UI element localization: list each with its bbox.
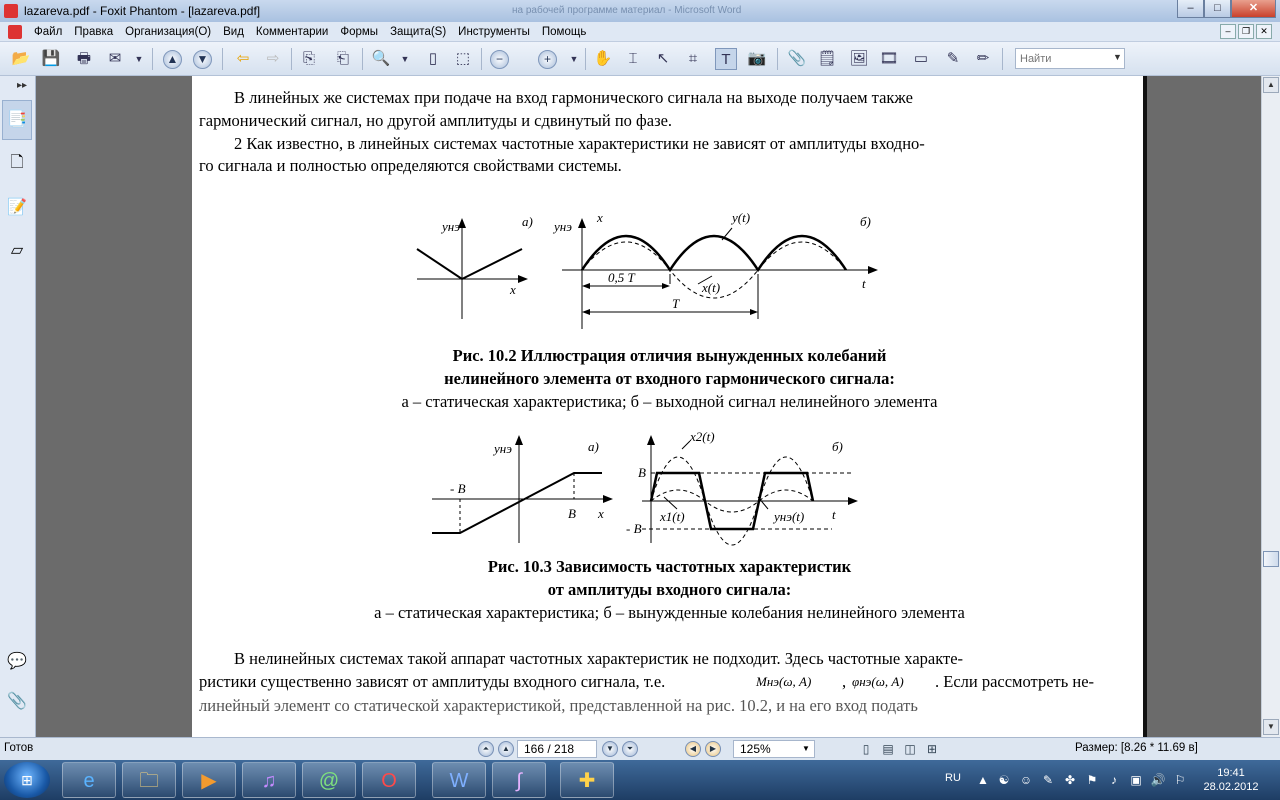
fig1-x-t-label: x(t) [702,280,721,295]
fig2-part-a-label: а) [588,439,599,454]
toolbar-separator [222,48,223,70]
hand-tool-icon[interactable]: ✋ [593,50,613,67]
menu-organize[interactable]: Организация(O) [125,25,212,38]
fig1-period-label: T [672,296,680,311]
status-bar [0,737,1280,760]
paragraph-line: . Если рассмотреть не- [935,672,1095,691]
icq-icon[interactable]: @ [302,762,356,798]
menu-view[interactable]: Вид [223,25,244,38]
windows-logo-icon: ⊞ [21,772,33,788]
menu-protect[interactable]: Защита(S) [390,25,447,38]
figure-10-3 [432,421,902,551]
fit-page-icon[interactable]: ▯ [428,50,438,67]
document-viewport[interactable] [37,76,1261,737]
tray-monitor-icon[interactable]: ▣ [1130,773,1142,787]
history-back-icon[interactable]: ◀ [685,741,701,757]
zoom-plus-icon[interactable]: + [538,50,557,69]
document-window-controls [1220,24,1272,39]
opera-icon[interactable]: O [362,762,416,798]
fig2-b-level-label: B [638,465,646,480]
fig1-part-b-label: б) [860,214,871,229]
fig1-caption-title: Рис. 10.2 Иллюстрация отличия вынужденных колебаний [452,346,887,365]
fig2-caption-title-2: от амплитуды входного сигнала: [547,580,792,599]
window-controls [1177,0,1276,18]
scroll-down-button[interactable]: ▼ [1263,719,1279,735]
word-icon[interactable]: W [432,762,486,798]
fig1-caption-title-2: нелинейного элемента от входного гармонического сигнала: [444,369,895,388]
paragraph-line-cut: линейный элемент со статической характеристикой, представленной на рис. 10.2, и на его вход подать [199,696,918,715]
image-icon[interactable]: 🖼 [849,50,869,67]
last-page-icon[interactable]: ⏷ [622,741,638,757]
find-input[interactable] [1015,48,1125,69]
first-page-icon[interactable]: ⏶ [478,741,494,757]
fit-width-icon[interactable]: ⬚ [455,50,471,67]
layers-icon[interactable]: ▱ [10,242,24,259]
find-dropdown-icon[interactable]: ▼ [1113,52,1122,62]
select-arrow-icon[interactable]: ↖ [656,50,670,67]
fig1-t-axis-label: t [862,276,866,291]
fig2-x-axis-label: x [598,506,604,521]
page-size-text: Размер: [8.26 * 11.69 в] [1075,742,1198,754]
signatures-icon[interactable]: 📝 [7,199,27,216]
attachments-panel-icon[interactable]: 📎 [7,693,27,710]
menu-edit[interactable]: Правка [74,25,114,38]
fig2-part-b-label: б) [832,439,843,454]
scroll-up-button[interactable]: ▲ [1263,77,1279,93]
menu-bar [0,22,1280,42]
system-clock[interactable] [1196,766,1266,794]
email-dropdown-icon[interactable]: ▼ [134,54,144,64]
back-arrow-icon[interactable]: ⇦ [236,50,250,67]
minimize-button[interactable]: – [1177,0,1204,18]
fig1-y-axis-label: yнэ [442,219,460,234]
tray-app-icon[interactable]: ☯ [998,773,1010,787]
tray-leaf-icon[interactable]: ✤ [1064,773,1076,787]
fig1-b-y-axis-label: yнэ [554,219,572,234]
doc-close-button[interactable]: ✕ [1256,24,1272,39]
text-tool-icon[interactable]: T [715,48,737,70]
clock-date: 28.02.2012 [1203,781,1259,793]
formula-phi-nz: φнэ(ω, A) [852,674,904,689]
menu-forms[interactable]: Формы [340,25,379,38]
menu-tools[interactable]: Инструменты [458,25,530,38]
history-forward-icon[interactable]: ▶ [705,741,721,757]
toolbar-separator [777,48,778,70]
fig2-caption-title: Рис. 10.3 Зависимость частотных характеристик [487,557,852,576]
explorer-icon[interactable]: 🗀 [122,762,176,798]
continuous-facing-icon[interactable]: ⊞ [926,742,938,756]
menu-help[interactable]: Помощь [541,25,587,38]
paragraph-line: го сигнала и полностью определяются свойствами системы. [199,156,622,175]
toolbar-separator [362,48,363,70]
fig1-part-a-label: а) [522,214,533,229]
zoom-level-dropdown-icon[interactable]: ▼ [802,744,810,753]
zoom-options-dropdown-icon[interactable]: ▼ [569,54,579,64]
clock-time: 19:41 [1217,767,1245,779]
fig2-minus-b-label: - B [450,481,466,496]
fig1-caption-legend: а – статическая характеристика; б – выходной сигнал нелинейного элемента [401,392,938,411]
pages-icon[interactable]: 🗋 [10,154,24,171]
toolbar-separator [1002,48,1003,70]
copy-page-icon[interactable]: ⎘ [302,50,315,67]
document-menu-icon[interactable] [8,25,22,39]
toolbar-separator [152,48,153,70]
page-number-input[interactable]: 166 / 218 [517,740,597,758]
fig2-b-label: B [568,506,576,521]
menu-file[interactable]: Файл [34,25,63,38]
doc-minimize-button[interactable]: – [1220,24,1236,39]
toolbar-separator [291,48,292,70]
fig1-half-period-label: 0,5 T [608,270,635,285]
fig2-y-axis-label: yнэ [494,441,512,456]
tray-speaker-icon[interactable]: ♪ [1111,773,1117,787]
phantom-icon[interactable]: ∫ [492,762,546,798]
fig2-x1-t-label: x1(t) [660,509,685,524]
next-page-icon[interactable]: ▼ [193,50,212,69]
paragraph-line: гармонический сигнал, но другой амплитуды и сдвинутый по фазе. [199,111,673,130]
pencil-icon[interactable]: ✏ [976,50,990,67]
fig2-ynz-t-label: yнэ(t) [774,509,805,524]
previous-page-icon[interactable]: ▲ [163,50,182,69]
fig1-x-top-label: x [597,210,603,225]
doc-restore-button[interactable]: ❐ [1238,24,1254,39]
formula-comma: , [842,672,847,691]
language-indicator[interactable]: RU [945,772,961,784]
zoom-level-input[interactable]: 125% [733,740,815,758]
paragraph-line: ристики существенно зависят от амплитуды входного сигнала, т.е. [199,672,666,691]
vertical-scrollbar[interactable] [1261,76,1280,737]
tray-mask-icon[interactable]: ☺ [1019,773,1033,787]
single-page-icon[interactable]: ▯ [862,742,870,756]
camera-icon[interactable]: 📷 [747,50,767,67]
formula-m-nz: Mнэ(ω, A) [756,674,812,689]
zoom-out-icon[interactable]: − [490,50,509,69]
comments-panel-icon[interactable]: 💬 [7,653,27,670]
media-player-icon[interactable]: ▶ [182,762,236,798]
select-text-icon[interactable]: ⌶ [628,50,638,67]
link-icon[interactable]: ▭ [913,50,929,67]
tray-network-block-icon[interactable]: ⚑ [1086,773,1098,787]
toolbar-separator [585,48,586,70]
windows-taskbar [0,760,1280,800]
status-ready-text: Готов [4,742,34,754]
movie-icon[interactable]: 🎞 [879,50,899,67]
ghost-title: на рабочей программе материал - Microsoft Word [512,5,742,16]
fig1-x-axis-label: x [510,282,516,297]
fig1-y-t-label: y(t) [732,210,751,225]
tray-flag-icon[interactable]: ⚐ [1174,773,1186,787]
close-button[interactable]: ✕ [1231,0,1276,18]
paragraph-line: В нелинейных системах такой аппарат частотных характеристик не подходит. Здесь частотные характе- [234,649,964,668]
zoom-in-icon[interactable]: 🔍 [371,50,391,67]
tray-expand-icon[interactable]: ▲ [977,773,989,787]
itunes-icon[interactable]: ♫ [242,762,296,798]
window-title: lazareva.pdf - Foxit Phantom - [lazareva.pdf] [24,4,261,18]
continuous-icon[interactable]: ▤ [882,742,894,756]
print-icon[interactable]: 🖶 [76,50,92,67]
foxit-app-icon [4,4,18,18]
expand-panel-icon[interactable]: ▸▸ [17,80,28,91]
tray-paint-icon[interactable]: ✎ [1042,773,1054,787]
bookmarks-icon[interactable]: 📑 [7,111,27,128]
title-bar [0,0,1280,22]
menu-comments[interactable]: Комментарии [255,25,329,38]
open-folder-icon[interactable]: 📂 [11,50,31,67]
attachment-icon[interactable]: 📎 [787,50,807,67]
facing-icon[interactable]: ◫ [904,742,916,756]
maximize-button[interactable]: □ [1204,0,1231,18]
forward-arrow-icon[interactable]: ⇨ [266,50,280,67]
prev-page-icon[interactable]: ▲ [498,741,514,757]
highlight-icon[interactable]: ✎ [946,50,960,67]
extract-page-icon[interactable]: ⎗ [336,50,349,67]
puzzle-icon[interactable]: ✚ [560,762,614,798]
save-icon[interactable]: 💾 [41,50,61,67]
snapshot-icon[interactable]: ⌗ [688,50,698,67]
pdf-page [192,76,1147,737]
next-page-status-icon[interactable]: ▼ [602,741,618,757]
fig2-t-axis-label: t [832,507,836,522]
toolbar-separator [481,48,482,70]
navigation-sidebar [0,76,36,737]
fig2-minus-b-level-label: - B [626,521,642,536]
email-icon[interactable]: ✉ [108,50,122,67]
fig2-caption-legend: а – статическая характеристика; б – вынужденные колебания нелинейного элемента [374,603,965,622]
ie-icon[interactable]: e [62,762,116,798]
note-icon[interactable]: 🗒 [817,50,837,67]
fig2-x2-t-label: x2(t) [690,429,715,444]
paragraph-line: 2 Как известно, в линейных системах частотные характеристики не зависят от амплитуды входно- [234,134,925,153]
figure-10-2 [402,204,902,334]
zoom-dropdown-icon[interactable]: ▼ [400,54,410,64]
tray-volume-icon[interactable]: 🔊 [1150,773,1166,787]
scroll-thumb[interactable] [1263,551,1279,567]
paragraph-line: В линейных же системах при подаче на вход гармонического сигнала на выходе получаем также [234,88,913,107]
